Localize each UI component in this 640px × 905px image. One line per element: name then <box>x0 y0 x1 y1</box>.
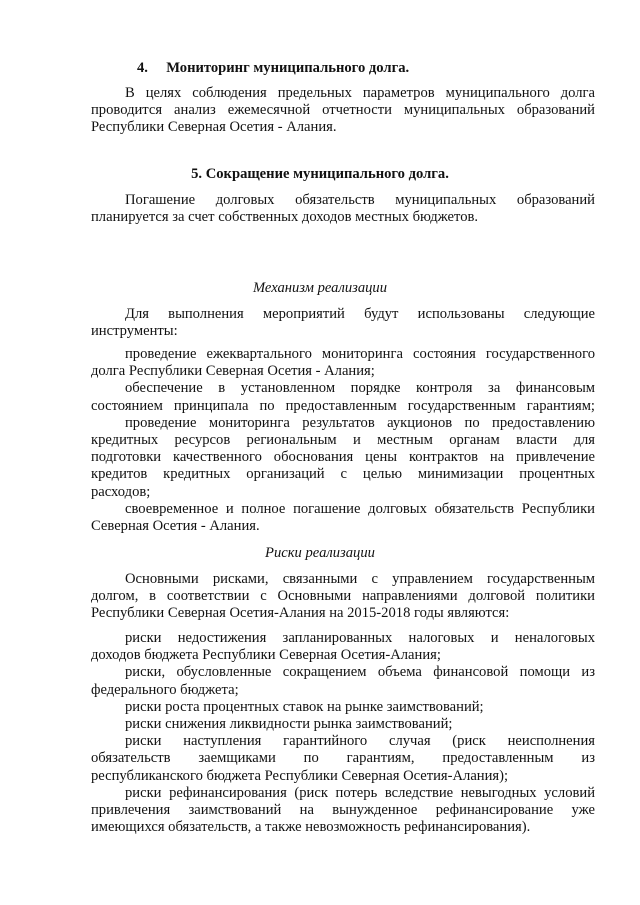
list-item: риски рефинансирования (риск потерь вследствие невыгодных условий <box>125 784 595 801</box>
list-item: риски наступления гарантийного случая (риск неисполнения <box>125 733 595 750</box>
list-item: имеющихся обязательств, а также невозможность рефинансирования). <box>91 819 531 836</box>
text-line: планируется за счет собственных доходов местных бюджетов. <box>91 209 479 226</box>
risks-intro <box>91 571 595 623</box>
text-line: Республики Северная Осетия - Алания. <box>91 119 337 136</box>
section-5-paragraph <box>91 192 595 226</box>
mechanism-list <box>91 346 595 535</box>
list-item: кредитных ресурсов региональным и местным органам власти для <box>91 432 595 449</box>
list-item: проведение мониторинга результатов аукционов по предоставлению <box>125 414 595 431</box>
mechanism-intro <box>91 306 595 340</box>
list-item: кредитов кредитных организаций с целью минимизации процентных <box>91 466 595 483</box>
text-line: инструменты: <box>91 323 178 340</box>
section-5-heading: 5. Сокращение муниципального долга. <box>191 166 449 182</box>
list-item: проведение ежеквартального мониторинга состояния государственного <box>125 346 595 362</box>
list-item: обязательств заемщиками по гарантиям, предоставленным из <box>91 750 595 767</box>
text-line: долгом, в соответствии с Основными направлениями долговой политики <box>91 588 595 605</box>
list-item: риски роста процентных ставок на рынке заимствований; <box>125 698 484 715</box>
list-item: долга Республики Северная Осетия - Алания; <box>91 363 375 380</box>
list-item: подготовки качественного обоснования цены контрактов на привлечение <box>91 449 595 466</box>
text-line: Погашение долговых обязательств муниципальных образований <box>125 192 595 208</box>
risks-list <box>91 630 595 836</box>
text-line: Республики Северная Осетия-Алания на 2015-2018 годы являются: <box>91 605 510 622</box>
text-line: проводится анализ ежемесячной отчетности муниципальных образований <box>91 102 595 119</box>
list-item: республиканского бюджета Республики Северная Осетия-Алания); <box>91 767 509 784</box>
text-line: Основными рисками, связанными с управлением государственным <box>125 571 595 587</box>
risks-title: Риски реализации <box>265 545 375 561</box>
list-item: риски недостижения запланированных налоговых и неналоговых <box>125 630 595 646</box>
list-item: своевременное и полное погашение долговых обязательств Республики <box>125 500 595 517</box>
text-line: Для выполнения мероприятий будут использованы следующие <box>125 306 595 322</box>
list-item: состоянием принципала по предоставленным государственным гарантиям; <box>91 397 595 414</box>
list-item: обеспечение в установленном порядке контроля за финансовым <box>125 380 595 397</box>
list-item: Северная Осетия - Алания. <box>91 518 260 535</box>
list-item: федерального бюджета; <box>91 681 239 698</box>
list-item: риски снижения ликвидности рынка заимствований; <box>125 716 453 733</box>
list-item: доходов бюджета Республики Северная Осетия-Алания; <box>91 647 441 664</box>
list-item: риски, обусловленные сокращением объема финансовой помощи из <box>125 664 595 681</box>
mechanism-title: Механизм реализации <box>252 280 388 296</box>
section-4-paragraph <box>91 85 595 137</box>
list-item: расходов; <box>91 483 151 500</box>
list-item: привлечения заимствований на вынужденное рефинансирование уже <box>91 802 595 819</box>
text-line: В целях соблюдения предельных параметров муниципального долга <box>125 85 595 101</box>
section-4-heading: 4. Мониторинг муниципального долга. <box>137 60 410 76</box>
